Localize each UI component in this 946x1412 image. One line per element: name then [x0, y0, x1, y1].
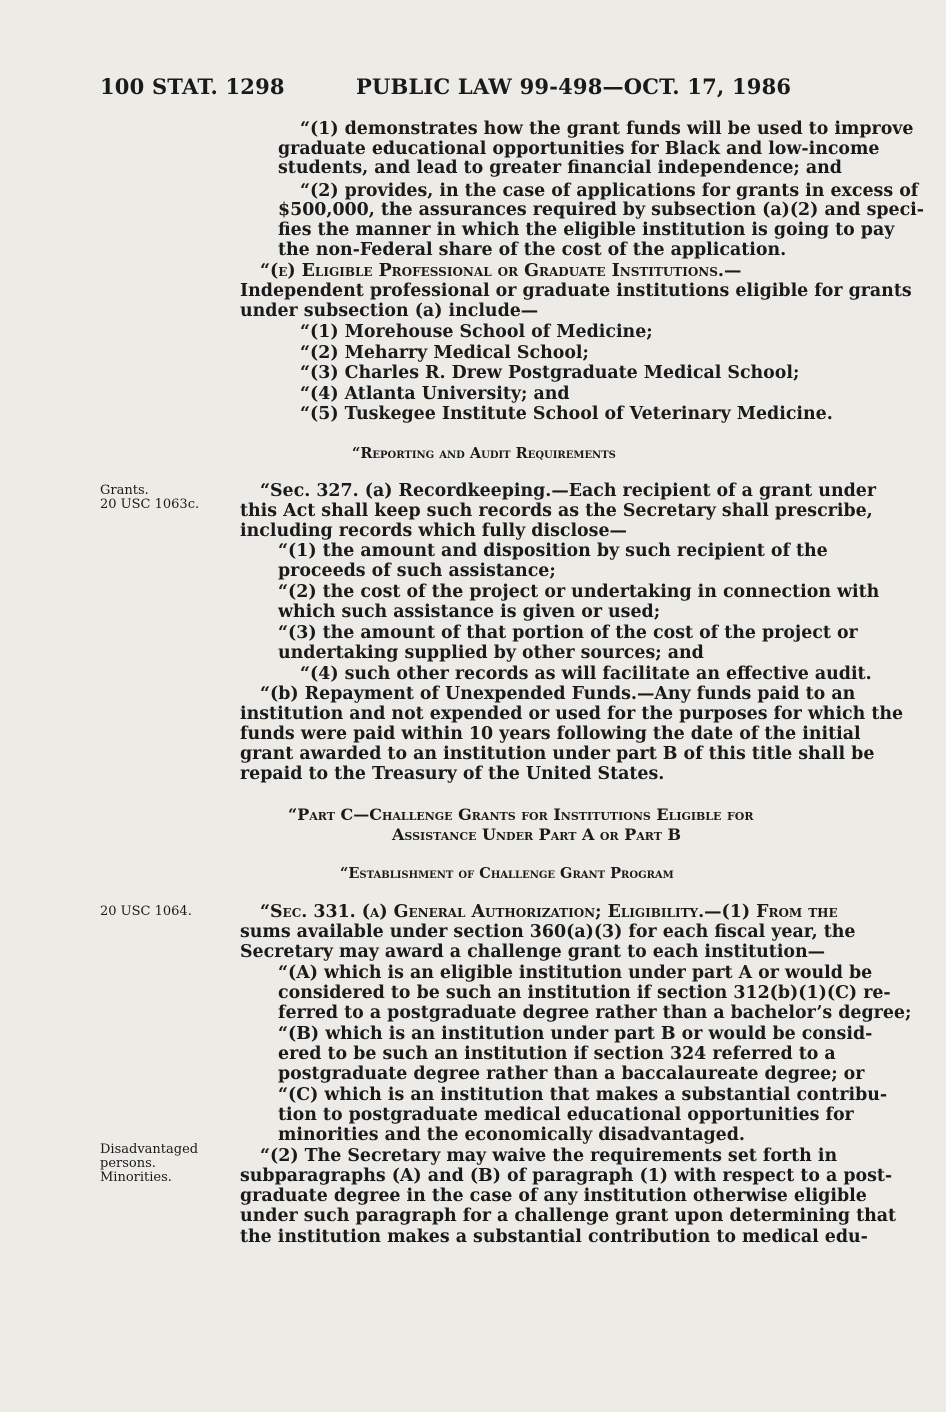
text-line: undertaking supplied by other sources; and: [278, 643, 704, 663]
text-line: “(3) the amount of that portion of the cost of the project or: [278, 623, 858, 643]
list-item: “(2) Meharry Medical School;: [300, 343, 589, 363]
text-line: minorities and the economically disadvantaged.: [278, 1125, 745, 1145]
margin-note-disadvantaged: Disadvantaged: [100, 1142, 199, 1157]
text-line: graduate degree in the case of any institution otherwise eligible: [240, 1186, 867, 1206]
text-line: including records which fully disclose—: [240, 521, 627, 541]
text-line: “(B) which is an institution under part B or would be consid-: [278, 1024, 873, 1044]
text-line: postgraduate degree rather than a baccalaureate degree; or: [278, 1064, 865, 1084]
text-line: “(1) demonstrates how the grant funds will be used to improve: [300, 119, 914, 139]
text-line: Secretary may award a challenge grant to each institution—: [240, 942, 826, 962]
text-line: tion to postgraduate medical educational opportunities for: [278, 1105, 854, 1125]
text-line: this Act shall keep such records as the Secretary shall prescribe,: [240, 501, 873, 521]
text-line: $500,000, the assurances required by subsection (a)(2) and speci-: [278, 200, 924, 220]
text-line: fies the manner in which the eligible institution is going to pay: [278, 220, 895, 240]
list-item: “(5) Tuskegee Institute School of Veterinary Medicine.: [300, 404, 833, 424]
text-line: repaid to the Treasury of the United States.: [240, 764, 665, 784]
margin-note-usc-1064: 20 USC 1064.: [100, 904, 192, 919]
margin-note-usc-1063c: 20 USC 1063c.: [100, 497, 200, 512]
margin-note-persons: persons.: [100, 1156, 156, 1171]
text-line: the non-Federal share of the cost of the application.: [278, 240, 787, 260]
text-line: “(2) The Secretary may waive the requirements set forth in: [260, 1146, 838, 1166]
list-item: “(1) Morehouse School of Medicine;: [300, 322, 653, 342]
text-line: “(C) which is an institution that makes a substantial contribu-: [278, 1085, 888, 1105]
list-item: “(3) Charles R. Drew Postgraduate Medical School;: [300, 363, 800, 383]
public-law-header: PUBLIC LAW 99-498—OCT. 17, 1986: [356, 74, 792, 99]
text-line: considered to be such an institution if section 312(b)(1)(C) re-: [278, 983, 891, 1003]
subsection-heading-e: “(e) Eligible Professional or Graduate Institutions.—: [260, 261, 742, 281]
part-c-heading: “Part C—Challenge Grants for Institutions Eligible for: [288, 805, 754, 824]
text-line: proceeds of such assistance;: [278, 561, 556, 581]
text-line: “(2) the cost of the project or undertaking in connection with: [278, 582, 880, 602]
text-line: which such assistance is given or used;: [278, 602, 661, 622]
text-line: “(4) such other records as will facilitate an effective audit.: [300, 664, 872, 684]
section-331-line: “Sec. 331. (a) General Authorization; Eligibility.—(1) From the: [260, 902, 838, 922]
text-line: “(1) the amount and disposition by such recipient of the: [278, 541, 828, 561]
section-heading-reporting: “Reporting and Audit Requirements: [352, 445, 616, 462]
section-327-line: “Sec. 327. (a) Recordkeeping.—Each recipient of a grant under: [260, 481, 876, 501]
text-line: under subsection (a) include—: [240, 301, 539, 321]
part-c-heading-line-2: Assistance Under Part A or Part B: [392, 825, 682, 844]
statute-page-reference: 100 STAT. 1298: [100, 74, 285, 99]
margin-note-minorities: Minorities.: [100, 1170, 172, 1185]
text-line: sums available under section 360(a)(3) for each fiscal year, the: [240, 922, 856, 942]
list-item: “(4) Atlanta University; and: [300, 384, 570, 404]
text-line: funds were paid within 10 years following the date of the initial: [240, 724, 861, 744]
text-line: grant awarded to an institution under part B of this title shall be: [240, 744, 875, 764]
text-line: students, and lead to greater financial independence; and: [278, 158, 842, 178]
text-line: ferred to a postgraduate degree rather than a bachelor’s degree;: [278, 1003, 912, 1023]
text-line: ered to be such an institution if section 324 referred to a: [278, 1044, 836, 1064]
text-line: the institution makes a substantial contribution to medical edu-: [240, 1227, 868, 1247]
text-line: “(A) which is an eligible institution under part A or would be: [278, 963, 873, 983]
subsection-b-line: “(b) Repayment of Unexpended Funds.—Any funds paid to an: [260, 684, 856, 704]
section-heading-establishment: “Establishment of Challenge Grant Program: [340, 865, 674, 882]
text-line: Independent professional or graduate institutions eligible for grants: [240, 281, 912, 301]
text-line: “(2) provides, in the case of applications for grants in excess of: [300, 181, 919, 201]
text-line: under such paragraph for a challenge grant upon determining that: [240, 1206, 897, 1226]
text-line: institution and not expended or used for the purposes for which the: [240, 704, 904, 724]
margin-note-grants: Grants.: [100, 483, 149, 498]
text-line: subparagraphs (A) and (B) of paragraph (1) with respect to a post-: [240, 1166, 893, 1186]
text-line: graduate educational opportunities for Black and low-income: [278, 139, 880, 159]
